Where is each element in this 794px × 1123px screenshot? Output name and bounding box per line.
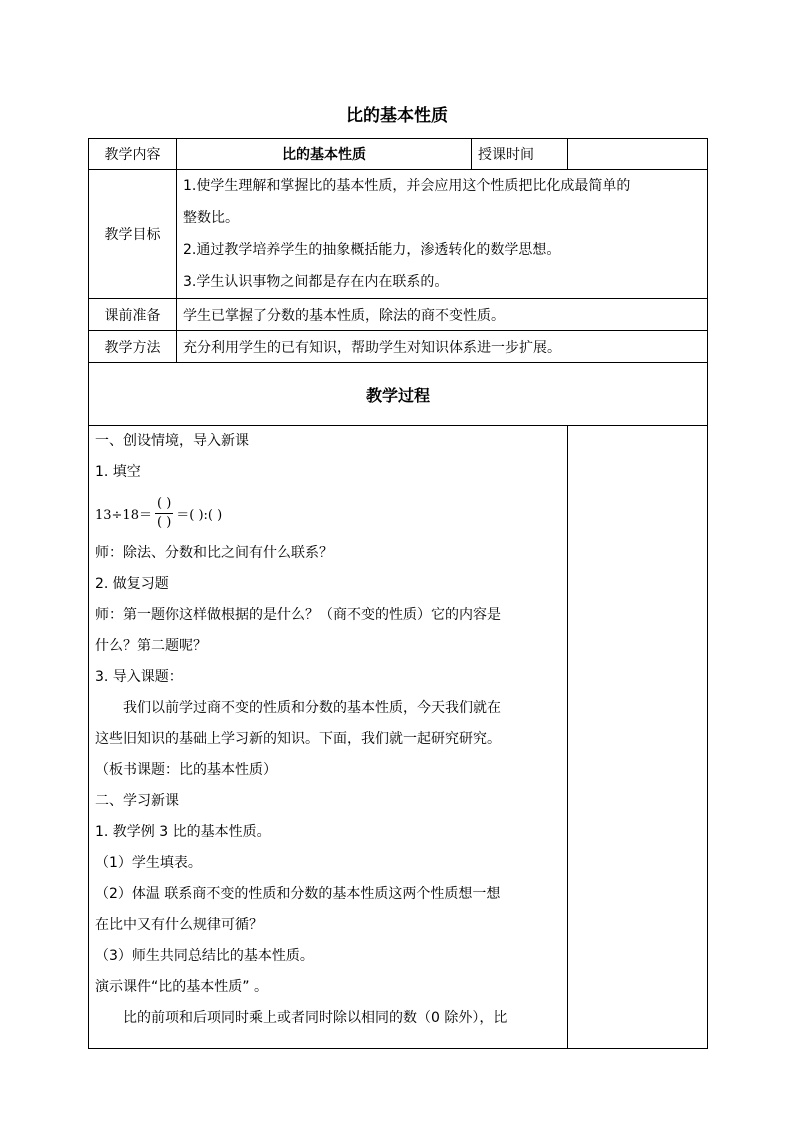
process-line: 比的前项和后项同时乘上或者同时除以相同的数（0 除外），比 — [123, 1010, 508, 1026]
goal-line: 3.学生认识事物之间都是存在内在联系的。 — [183, 274, 449, 290]
process-line: 2. 做复习题 — [95, 576, 169, 592]
document-title: 比的基本性质 — [346, 106, 448, 126]
process-line: （3）师生共同总结比的基本性质。 — [95, 948, 314, 964]
formula-fraction — [155, 496, 173, 531]
preparation-label: 课前准备 — [89, 299, 177, 331]
process-line: （板书课题：比的基本性质） — [95, 762, 277, 778]
goal-line: 2.通过教学培养学生的抽象概括能力，渗透转化的数学思想。 — [183, 242, 561, 258]
method-label: 教学方法 — [89, 331, 177, 363]
formula-rhs: ＝( ):( ) — [176, 507, 223, 523]
content-label: 教学内容 — [89, 139, 177, 170]
process-line: 一、创设情境，导入新课 — [95, 433, 249, 449]
fraction-denominator: ( ) — [156, 514, 172, 530]
process-line: 在比中又有什么规律可循？ — [95, 917, 263, 933]
process-line: 3. 导入课题： — [95, 669, 183, 685]
goals-label: 教学目标 — [89, 170, 177, 299]
goals-row — [89, 170, 708, 299]
process-line: 1. 教学例 3 比的基本性质。 — [95, 824, 271, 840]
process-line: 这些旧知识的基础上学习新的知识。下面，我们就一起研究研究。 — [95, 731, 501, 747]
content-value: 比的基本性质 — [177, 139, 472, 170]
process-notes-column — [568, 426, 708, 1049]
process-line: （1）学生填表。 — [95, 855, 202, 871]
process-line: 师：除法、分数和比之间有什么联系？ — [95, 545, 333, 561]
process-body-row — [89, 426, 708, 1049]
goals-content — [177, 170, 708, 299]
fraction-numerator: ( ) — [155, 496, 173, 514]
process-line: （2）体温 联系商不变的性质和分数的基本性质这两个性质想一想 — [95, 886, 501, 902]
method-value: 充分利用学生的已有知识，帮助学生对知识体系进一步扩展。 — [177, 331, 708, 363]
goal-line: 整数比。 — [183, 210, 239, 226]
process-line: 1. 填空 — [95, 464, 141, 480]
process-content — [89, 426, 568, 1049]
preparation-value: 学生已掌握了分数的基本性质，除法的商不变性质。 — [177, 299, 708, 331]
process-line: 二、学习新课 — [95, 793, 179, 809]
goal-line: 1.使学生理解和掌握比的基本性质，并会应用这个性质把比化成最简单的 — [183, 178, 631, 194]
method-row — [89, 331, 708, 363]
process-heading: 教学过程 — [89, 363, 708, 426]
process-line: 我们以前学过商不变的性质和分数的基本性质，今天我们就在 — [123, 700, 501, 716]
process-line: 演示课件“比的基本性质” 。 — [95, 979, 268, 995]
process-line: 师：第一题你这样做根据的是什么？（商不变的性质）它的内容是 — [95, 607, 501, 623]
preparation-row — [89, 299, 708, 331]
formula-lhs: 13÷18＝ — [95, 507, 152, 523]
lesson-plan-table — [88, 138, 708, 1049]
content-row — [89, 139, 708, 170]
time-label: 授课时间 — [472, 139, 568, 170]
time-value — [568, 139, 708, 170]
fill-in-formula — [95, 488, 565, 538]
process-line: 什么？第二题呢？ — [95, 638, 207, 654]
process-heading-row — [89, 363, 708, 426]
